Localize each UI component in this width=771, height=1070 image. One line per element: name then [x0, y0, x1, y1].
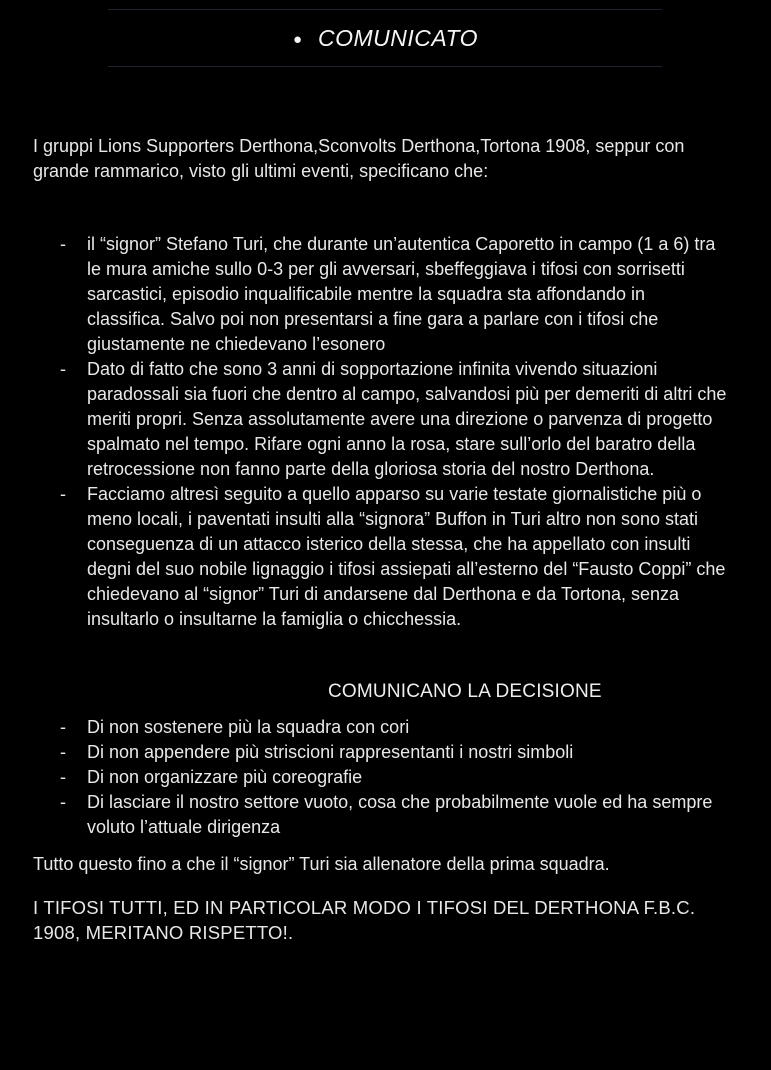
list-item-text: Dato di fatto che sono 3 anni di sopportazione infinita vivendo situazioni paradossali sia fuori che dentro al campo, salvandosi più per demeriti di altri che meriti propri. Senza assolutamente avere una direzione o parvenza di progetto spalmato nel tempo. Rifare ogni anno la rosa, stare sull’orlo del baratro della retrocessione non fanno parte della gloriosa storia del nostro Derthona. — [87, 359, 727, 479]
list-item — [33, 357, 733, 482]
header-divider-top — [108, 9, 662, 10]
dash-bullet: - — [60, 234, 66, 254]
intro-paragraph: I gruppi Lions Supporters Derthona,Sconvolts Derthona,Tortona 1908, seppur con grande rammarico, visto gli ultimi eventi, specificano che: — [33, 136, 685, 181]
bullet-dot-icon: ● — [292, 30, 302, 48]
list-item-text: Di non organizzare più coreografie — [87, 767, 363, 787]
list-item-text: il “signor” Stefano Turi, che durante un’autentica Caporetto in campo (1 a 6) tra le mura amiche sullo 0-3 per gli avversari, sbeffeggiava i tifosi con sorrisetti sarcastici, episodio inqualificabile mentre la squadra sta affondando in classifica. Salvo poi non presentarsi a fine gara a parlare con i tifosi che giustamente ne chiedevano l’esonero — [87, 234, 716, 354]
header-divider-bottom — [108, 66, 662, 67]
list-item — [33, 740, 733, 765]
list-item — [33, 790, 733, 840]
list-item — [33, 482, 733, 632]
header — [0, 23, 771, 53]
dash-bullet: - — [60, 742, 66, 762]
closing-respect-paragraph: I TIFOSI TUTTI, ED IN PARTICOLAR MODO I TIFOSI DEL DERTHONA F.B.C. 1908, MERITANO RISPETTO!. — [33, 897, 696, 943]
closing-condition-paragraph: Tutto questo fino a che il “signor” Turi sia allenatore della prima squadra. — [33, 854, 610, 874]
list-item-text: Di non sostenere più la squadra con cori — [87, 717, 410, 737]
list-item — [33, 765, 733, 790]
dash-bullet: - — [60, 767, 66, 787]
grievances-list — [33, 232, 733, 632]
decision-list — [33, 715, 733, 840]
dash-bullet: - — [60, 484, 66, 504]
dash-bullet: - — [60, 359, 66, 379]
list-item-text: Di non appendere più striscioni rappresentanti i nostri simboli — [87, 742, 574, 762]
communique-page — [0, 9, 771, 1070]
decision-heading: COMUNICANO LA DECISIONE — [328, 681, 602, 702]
list-item-text: Facciamo altresì seguito a quello apparso su varie testate giornalistiche più o meno locali, i paventati insulti alla “signora” Buffon in Turi altro non sono stati conseguenza di un attacco isterico della stessa, che ha appellato con insulti degni del suo nobile lignaggio i tifosi assiepati all’esterno del “Fausto Coppi” che chiedevano al “signor” Turi di andarsene dal Derthona e da Tortona, senza insultarlo o insultarne la famiglia o chicchessia. — [87, 484, 726, 629]
list-item-text: Di lasciare il nostro settore vuoto, cosa che probabilmente vuole ed ha sempre voluto l’attuale dirigenza — [87, 792, 713, 837]
list-item — [33, 715, 733, 740]
page-title: COMUNICATO — [318, 24, 479, 51]
dash-bullet: - — [60, 717, 66, 737]
dash-bullet: - — [60, 792, 66, 812]
list-item — [33, 232, 733, 357]
document-body — [0, 134, 771, 945]
